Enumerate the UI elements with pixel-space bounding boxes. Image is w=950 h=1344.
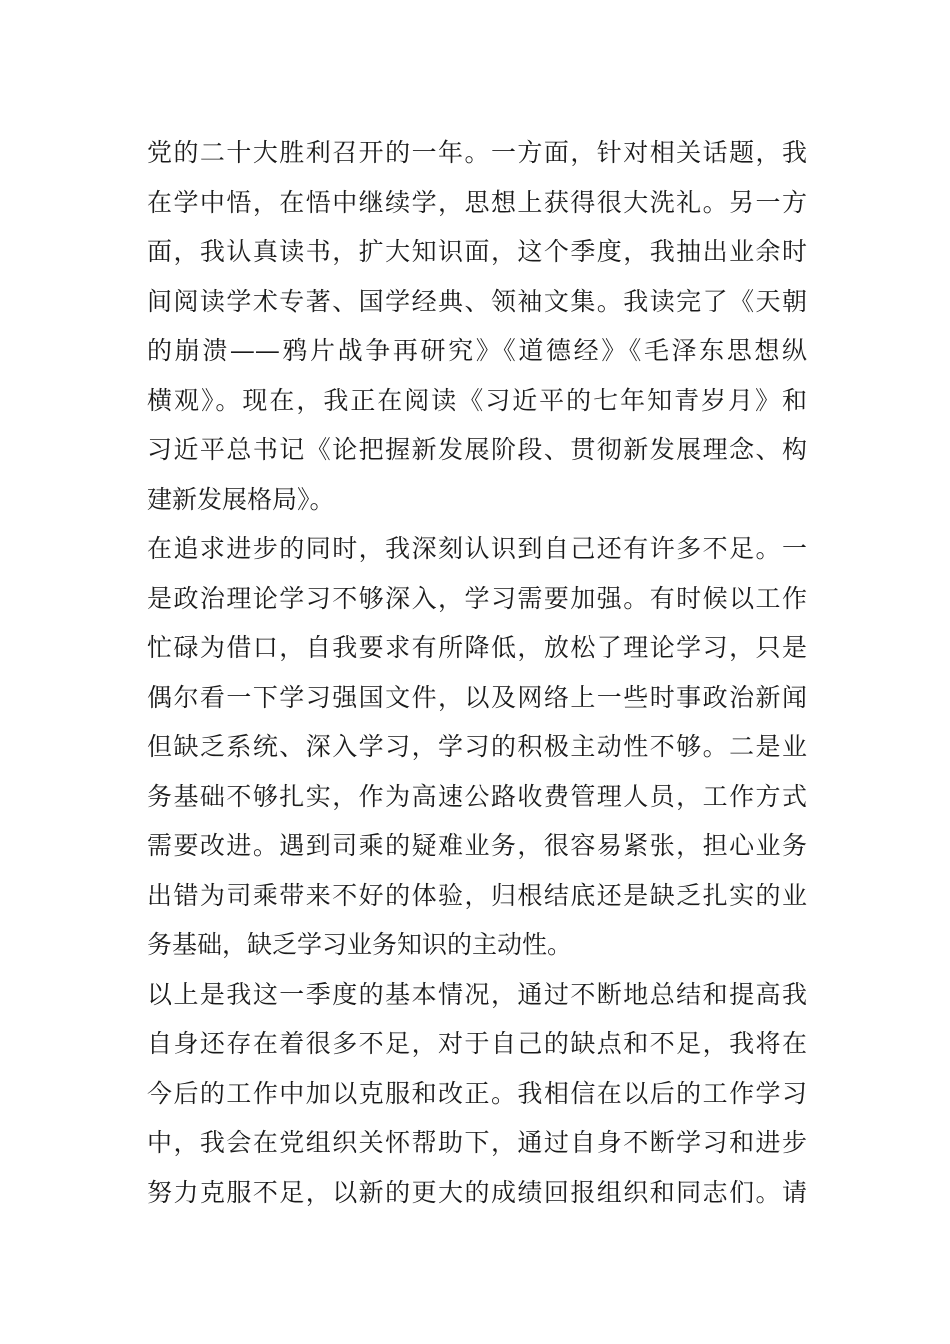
document-body [147, 128, 807, 1217]
text-line: 需要改进。遇到司乘的疑难业务，很容易紧张，担心业务 [147, 831, 807, 860]
text-line: 但缺乏系统、深入学习，学习的积极主动性不够。二是业 [147, 732, 807, 761]
text-line: 中，我会在党组织关怀帮助下，通过自身不断学习和进步 [147, 1128, 807, 1157]
text-line: 偶尔看一下学习强国文件，以及网络上一些时事政治新闻 [147, 682, 807, 712]
paragraph-3 [147, 970, 807, 1218]
text-line: 务基础不够扎实，作为高速公路收费管理人员，工作方式 [147, 781, 807, 811]
paragraph-2 [147, 524, 807, 970]
text-line: 努力克服不足，以新的更大的成绩回报组织和同志们。请 [147, 1177, 807, 1207]
text-line: 今后的工作中加以克服和改正。我相信在以后的工作学习 [147, 1078, 807, 1108]
text-line: 忙碌为借口，自我要求有所降低，放松了理论学习，只是 [147, 633, 807, 662]
text-line: 面，我认真读书，扩大知识面，这个季度，我抽出业余时 [147, 237, 807, 266]
text-line: 以上是我这一季度的基本情况，通过不断地总结和提高我 [147, 979, 807, 1009]
text-line: 的崩溃——鸦片战争再研究》《道德经》《毛泽东思想纵 [147, 336, 807, 365]
text-line: 在学中悟，在悟中继续学，思想上获得很大洗礼。另一方 [147, 187, 807, 217]
text-line: 横观》。现在，我正在阅读《习近平的七年知青岁月》和 [147, 385, 807, 415]
text-line: 是政治理论学习不够深入，学习需要加强。有时候以工作 [147, 583, 807, 613]
text-line: 间阅读学术专著、国学经典、领袖文集。我读完了《天朝 [147, 286, 807, 316]
paragraph-1 [147, 128, 807, 524]
text-line: 建新发展格局》。 [147, 484, 335, 514]
text-line: 习近平总书记《论把握新发展阶段、贯彻新发展理念、构 [147, 435, 807, 464]
text-line: 在追求进步的同时，我深刻认识到自己还有许多不足。一 [147, 534, 807, 563]
text-line: 党的二十大胜利召开的一年。一方面，针对相关话题，我 [147, 138, 807, 167]
text-line: 务基础，缺乏学习业务知识的主动性。 [147, 930, 573, 959]
text-line: 出错为司乘带来不好的体验，归根结底还是缺乏扎实的业 [147, 880, 807, 910]
text-line: 自身还存在着很多不足，对于自己的缺点和不足，我将在 [147, 1029, 807, 1058]
